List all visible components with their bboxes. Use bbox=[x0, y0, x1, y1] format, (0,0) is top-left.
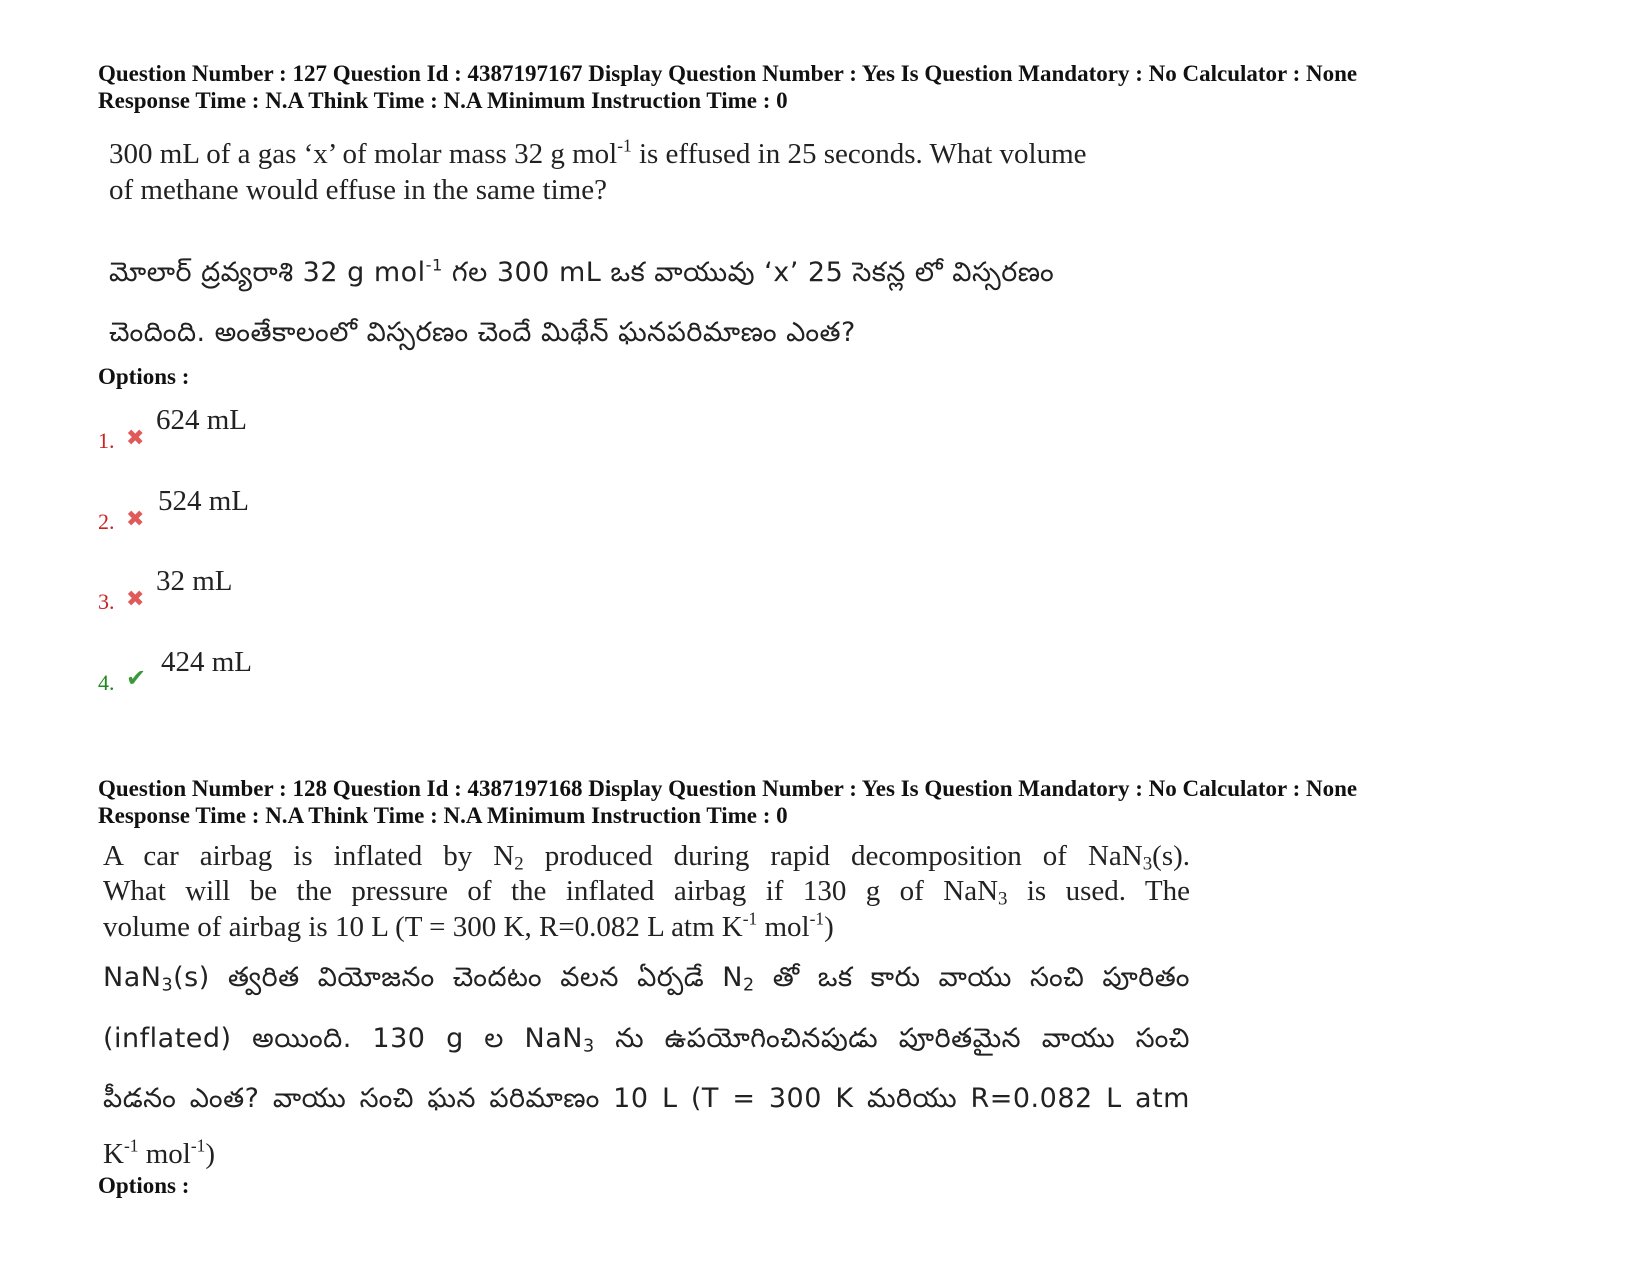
option-number: 2. bbox=[98, 509, 115, 534]
q127-english-line1: 300 mL of a gas ‘x’ of molar mass 32 g mol$^{-1}$ is effused in 25 seconds. What volume bbox=[109, 135, 1087, 170]
q127-meta-line2: Response Time : N.A Think Time : N.A Minimum Instruction Time : 0 bbox=[98, 88, 788, 113]
option-number: 1. bbox=[98, 428, 115, 453]
cross-icon: ✖ bbox=[126, 587, 145, 612]
q128-options-label: Options : bbox=[98, 1173, 190, 1198]
q128-english-line3: volume of airbag is 10 L (T = 300 K, R=0.082 L atm $K^{-1}$ mol$^{-1}$) bbox=[103, 908, 834, 943]
q127-meta-line1: Question Number : 127 Question Id : 4387197167 Display Question Number : Yes Is Question Mandatory : No Calculator : None bbox=[98, 61, 1358, 86]
q128-telugu-line4: $K^{-1}$ mol$^{-1}$) bbox=[103, 1135, 215, 1170]
cross-icon: ✖ bbox=[126, 426, 145, 451]
q128-english-line1: A car airbag is inflated by $N_2$ produced during rapid decomposition of NaN$_3$(s). bbox=[103, 840, 1191, 875]
q128-telugu-line2: (inflated) అయింది. 130 g ల NaN$_3$ ను ఉపయోగించినపుడు పూరితమైన వాయు సంచి bbox=[103, 1023, 1190, 1057]
q128-english-line2: What will be the pressure of the inflated airbag if 130 g of NaN$_3$ is used. The bbox=[103, 875, 1191, 910]
option-value: 624 mL bbox=[156, 404, 248, 436]
q127-telugu-line2: చెందింది. అంతేకాలంలో విస్సరణం చెందే మిథేన్ ఘనపరిమాణం ఎంత? bbox=[109, 317, 856, 348]
q127-english-line2: of methane would effuse in the same time? bbox=[109, 174, 607, 206]
q128-meta-line1: Question Number : 128 Question Id : 4387197168 Display Question Number : Yes Is Question Mandatory : No Calculator : None bbox=[98, 776, 1358, 801]
q128-meta-line2: Response Time : N.A Think Time : N.A Minimum Instruction Time : 0 bbox=[98, 803, 788, 828]
cross-icon: ✖ bbox=[126, 507, 145, 532]
checkmark-icon: ✔ bbox=[126, 664, 147, 692]
q127-telugu-line1: మోలార్ ద్రవ్యరాశి 32 g mol$^{-1}$ గల 300 mL ఒక వాయువు ‘x’ 25 సెకన్ల లో విస్సరణం bbox=[109, 255, 1055, 288]
q128-telugu-line1: NaN$_3$(s) త్వరిత వియోజనం చెందటం వలన ఏర్పడే $N_2$ తో ఒక కారు వాయు సంచి పూరితం bbox=[103, 962, 1190, 996]
option-number: 4. bbox=[98, 670, 115, 695]
option-value: 424 mL bbox=[161, 646, 253, 678]
option-value: 32 mL bbox=[156, 565, 233, 597]
option-number: 3. bbox=[98, 589, 115, 614]
option-value: 524 mL bbox=[158, 485, 250, 517]
q128-telugu-line3: పీడనం ఎంత? వాయు సంచి ఘన పరిమాణం 10 L (T = 300 K మరియు R=0.082 L atm bbox=[103, 1083, 1190, 1114]
q127-options-label: Options : bbox=[98, 364, 190, 389]
